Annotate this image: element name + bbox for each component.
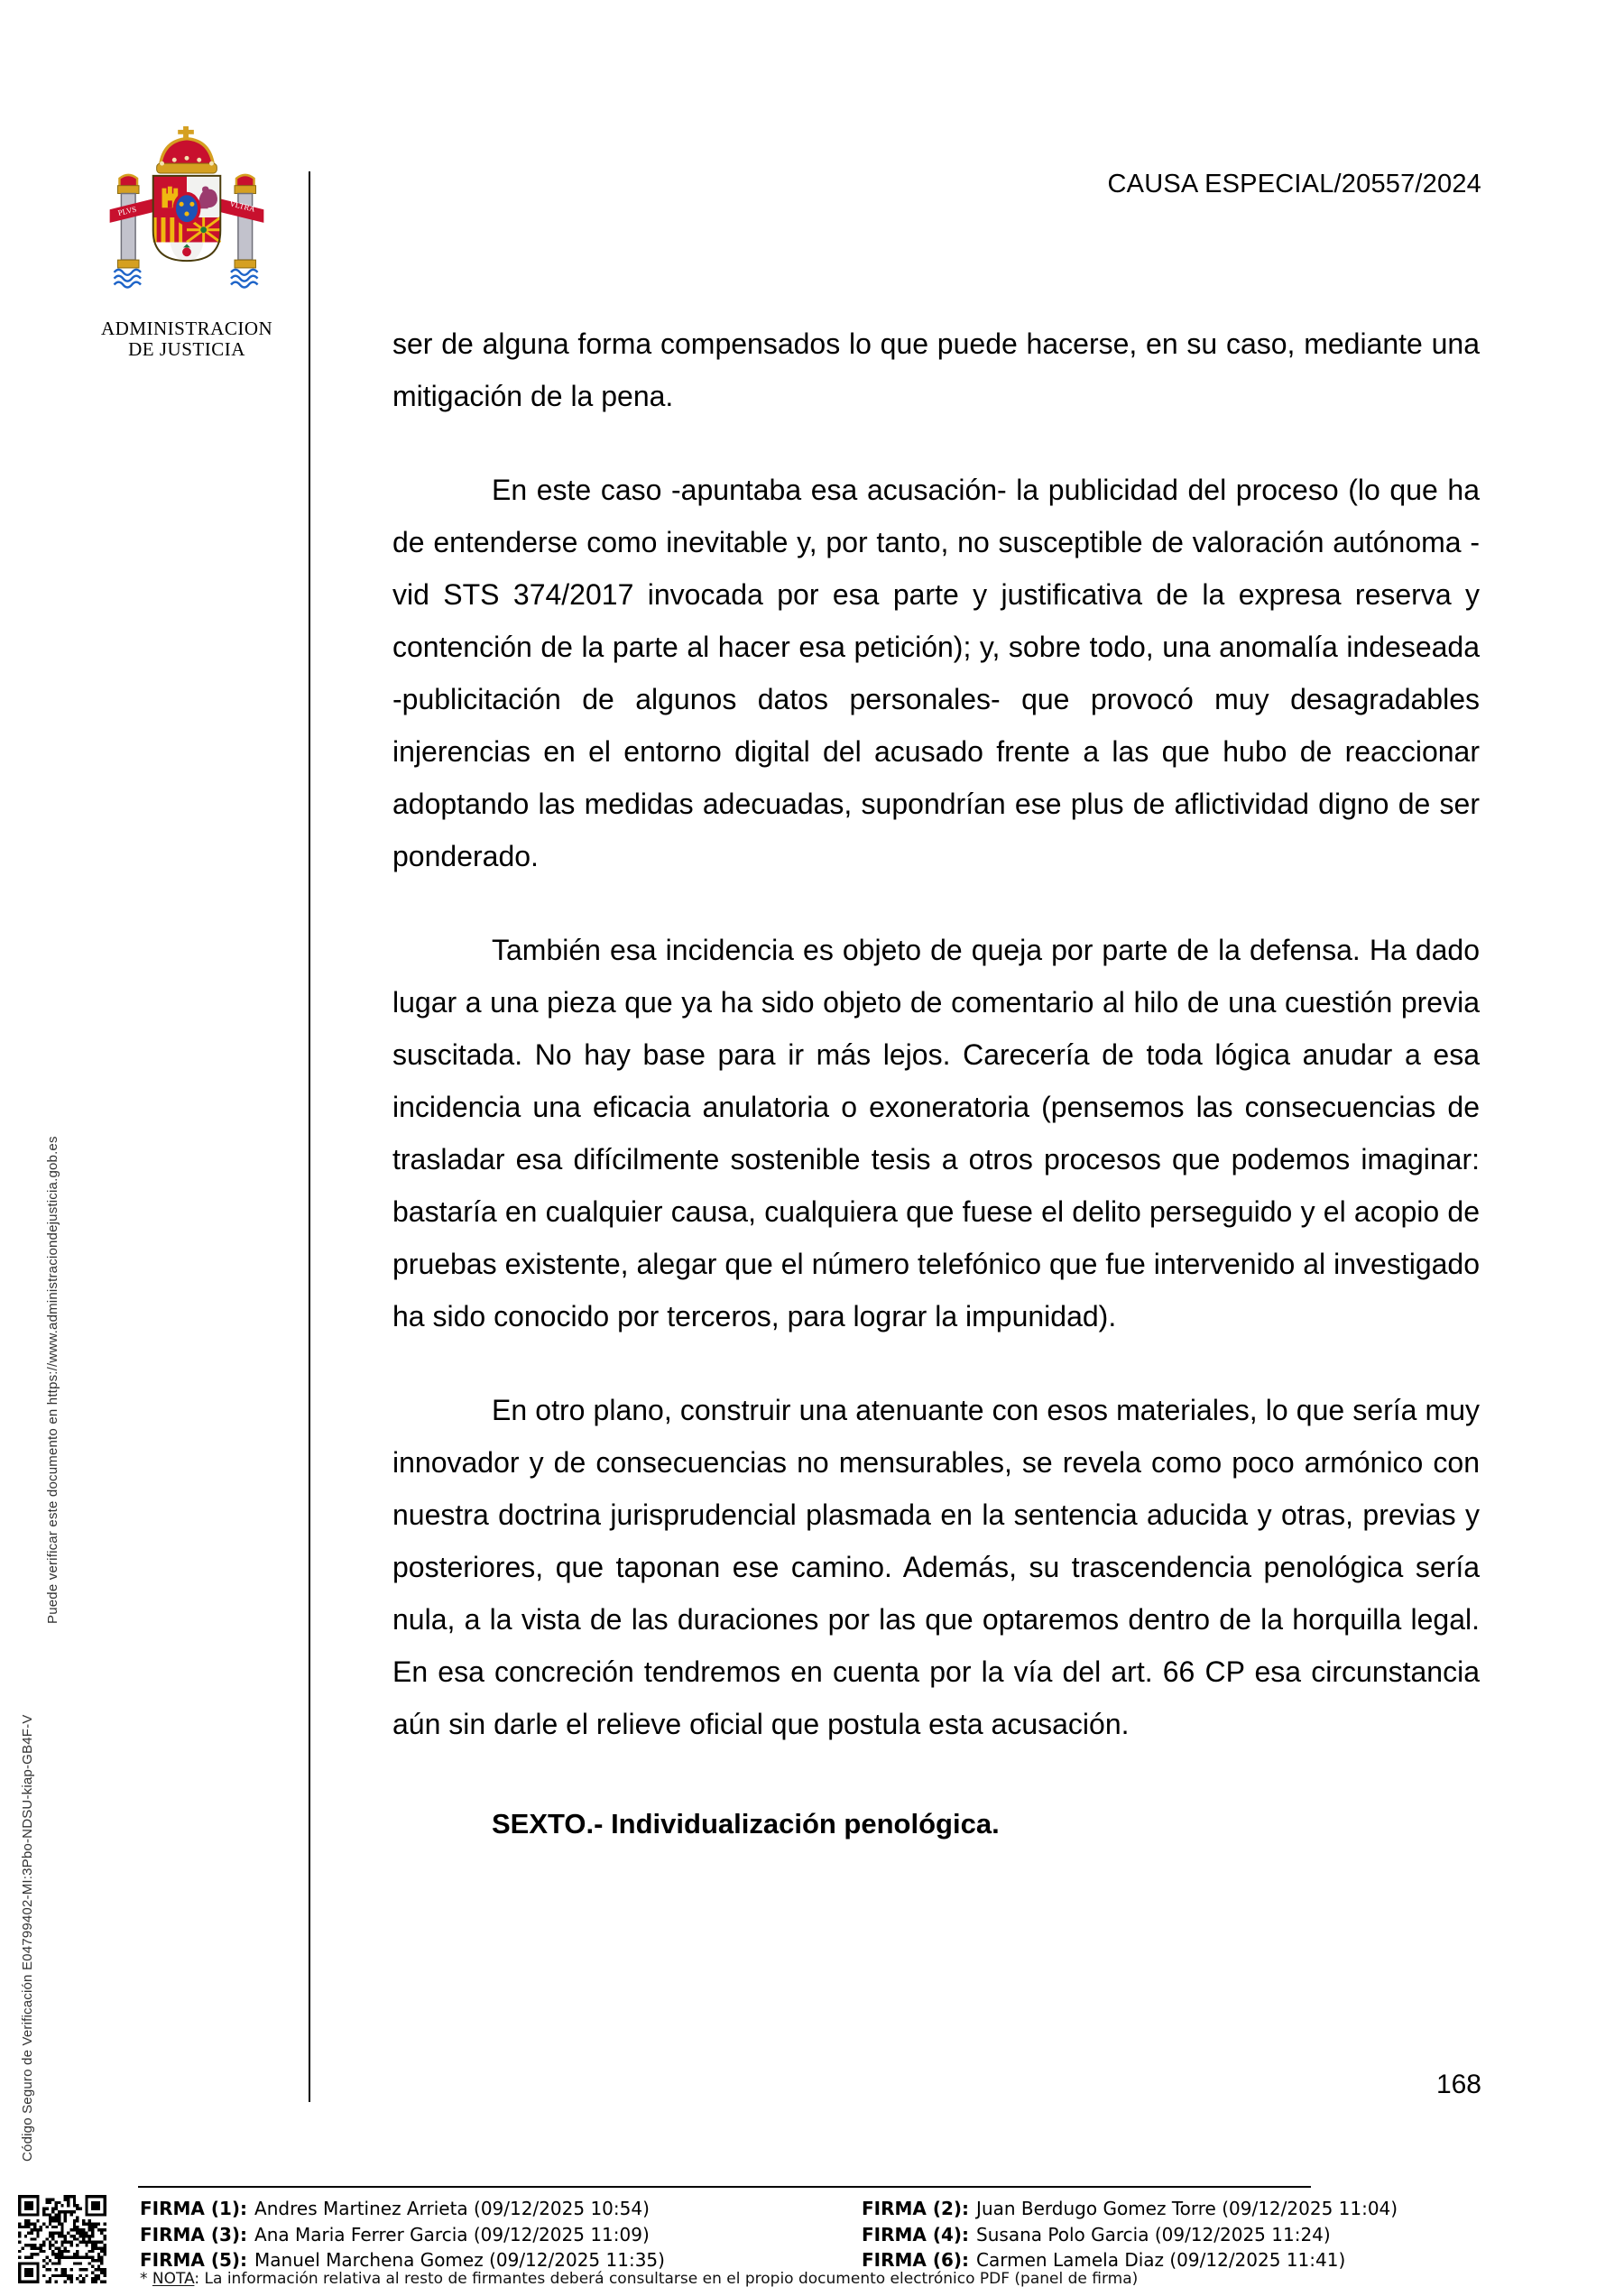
footer-divider-line <box>138 2186 1311 2188</box>
signature-row <box>140 2196 665 2222</box>
signature-value: Ana Maria Ferrer Garcia (09/12/2025 11:09) <box>254 2223 650 2245</box>
letterhead-line2: DE JUSTICIA <box>128 338 245 360</box>
signature-label: FIRMA (1): <box>140 2198 248 2219</box>
qr-code <box>18 2194 106 2284</box>
signature-column-left <box>140 2196 665 2273</box>
signature-column-right <box>862 2196 1398 2273</box>
body-paragraph: En otro plano, construir una atenuante con esos materiales, lo que sería muy innovador y de consecuencias no mensurables, se revela como poco armónico con nuestra doctrina jurisprudencial plasmada en la sentencia aducida y otras, previas y posteriores, que taponan ese camino. Además, su trascendencia penológica sería nula, a la vista de las duraciones por las que optaremos dentro de la horquilla legal. En esa concreción tendremos en cuenta por la vía del art. 66 CP esa circunstancia aún sin darle el relieve oficial que postula esta acusación. <box>392 1394 1480 1740</box>
footer-note-text: : La información relativa al resto de firmantes deberá consultarse en el propio documento electrónico PDF (panel de firma) <box>194 2270 1139 2288</box>
letterhead <box>101 124 272 360</box>
signature-row <box>862 2222 1398 2248</box>
signature-label: FIRMA (2): <box>862 2198 970 2219</box>
page-number: 168 <box>1435 2070 1481 2099</box>
signature-row <box>140 2222 665 2248</box>
document-body <box>392 318 1480 1840</box>
footer-note-label: NOTA <box>152 2270 195 2288</box>
signature-label: FIRMA (6): <box>862 2249 970 2271</box>
case-reference: CAUSA ESPECIAL/20557/2024 <box>1107 170 1481 198</box>
signature-label: FIRMA (5): <box>140 2249 248 2271</box>
section-heading: SEXTO.- Individualización penológica. <box>492 1808 1000 1840</box>
signature-label: FIRMA (3): <box>140 2223 248 2245</box>
body-paragraph: En este caso -apuntaba esa acusación- la publicidad del proceso (lo que ha de entenderse como inevitable y, por tanto, no susceptible de valoración autónoma -vid STS 374/2017 invocada por esa parte y justificativa de la expresa reserva y contención de la parte al hacer esa petición); y, sobre todo, una anomalía indeseada -publicitación de algunos datos personales- que provocó muy desagradables injerencias en el entorno digital del acusado frente a las que hubo de reaccionar adoptando las medidas adecuadas, supondrían ese plus de aflictividad digno de ser ponderado. <box>392 474 1480 872</box>
signature-label: FIRMA (4): <box>862 2223 970 2245</box>
signature-value: Andres Martinez Arrieta (09/12/2025 10:54) <box>254 2198 650 2219</box>
margin-verify-url-text: Puede verificar este documento en https://www.administraciondejusticia.gob.es <box>45 1136 60 1624</box>
letterhead-line1: ADMINISTRACION <box>101 318 273 339</box>
footer-note <box>140 2270 1138 2288</box>
signature-value: Manuel Marchena Gomez (09/12/2025 11:35) <box>254 2249 665 2271</box>
margin-verification-code-text: Código Seguro de Verificación E04799402-MI:3Pbo-NDSU-kiap-GB4F-V <box>20 1714 35 2162</box>
signature-row <box>862 2196 1398 2222</box>
svg-text:VLTRA: VLTRA <box>228 198 256 214</box>
signature-value: Carmen Lamela Diaz (09/12/2025 11:41) <box>976 2249 1346 2271</box>
body-paragraph: También esa incidencia es objeto de queja por parte de la defensa. Ha dado lugar a una pieza que ya ha sido objeto de comentario al hilo de una cuestión previa suscitada. No hay base para ir más lejos. Carecería de toda lógica anudar a esa incidencia una eficacia anulatoria o exoneratoria (pensemos las consecuencias de trasladar esa difícilmente sostenible tesis a otros procesos que podemos imaginar: bastaría en cualquier causa, cualquiera que fuese el delito perseguido y el acopio de pruebas existente, alegar que el número telefónico que fue intervenido al investigado ha sido conocido por terceros, para lograr la impunidad). <box>392 934 1480 1332</box>
coat-of-arms-icon <box>106 124 267 312</box>
svg-text:PLVS: PLVS <box>116 204 138 218</box>
footer-note-star: * <box>140 2270 148 2288</box>
signature-value: Susana Polo Garcia (09/12/2025 11:24) <box>976 2223 1331 2245</box>
body-paragraph: ser de alguna forma compensados lo que puede hacerse, en su caso, mediante una mitigación de la pena. <box>392 327 1480 412</box>
signature-value: Juan Berdugo Gomez Torre (09/12/2025 11:04) <box>976 2198 1398 2219</box>
margin-separator-line <box>309 171 310 2102</box>
